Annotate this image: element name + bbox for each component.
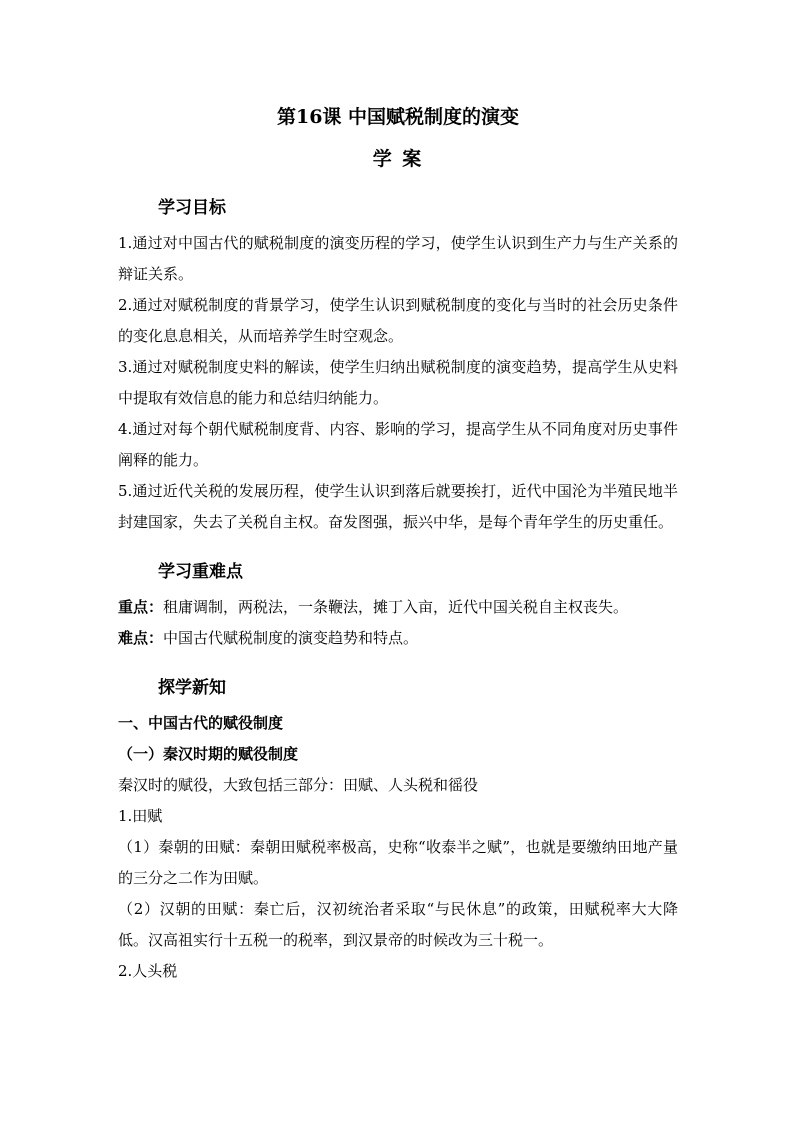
item1-b: （2）汉朝的田赋：秦亡后，汉初统治者采取“与民休息”的政策，田赋税率大大降低。汉高祖实行十五税一的税率，到汉景帝的时候改为三十税一。	[118, 900, 678, 949]
lesson-title: 第16课 中国赋税制度的演变	[276, 106, 520, 128]
difficulty-label: 难点：	[118, 629, 164, 647]
item1-a: （1）秦朝的田赋：秦朝田赋税率极高，史称“收泰半之赋”，也就是要缴纳田地产量的三分之二作为田赋。	[118, 838, 678, 887]
objective-item-5: 5.通过近代关税的发展历程，使学生认识到落后就要挨打，近代中国沦为半殖民地半封建国家，失去了关税自主权。奋发图强，振兴中华，是每个青年学生的历史重任。	[118, 482, 678, 531]
focus-label: 重点：	[118, 598, 164, 616]
sub1-title: （一）秦汉时期的赋役制度	[118, 745, 299, 763]
focus-line	[118, 592, 678, 623]
focus-text: 租庸调制，两税法，一条鞭法，摊丁入亩，近代中国关税自主权丧失。	[163, 598, 629, 616]
item2-heading: 2.人头税	[118, 962, 178, 980]
objective-item-4: 4.通过对每个朝代赋税制度背、内容、影响的学习，提高学生从不同角度对历史事件阐释的能力。	[118, 420, 678, 469]
difficulty-text: 中国古代赋税制度的演变趋势和特点。	[163, 629, 419, 647]
lesson-subtitle: 学 案	[372, 148, 424, 170]
document-content	[118, 102, 678, 987]
item1-heading: 1.田赋	[118, 807, 163, 825]
objective-item-1: 1.通过对中国古代的赋税制度的演变历程的学习，使学生认识到生产力与生产关系的辩证关系。	[118, 234, 678, 283]
part1-title: 一、中国古代的赋役制度	[118, 714, 284, 732]
explore-heading: 探学新知	[158, 678, 226, 698]
objectives-heading: 学习目标	[158, 198, 226, 218]
intro-text: 秦汉时的赋役，大致包括三部分：田赋、人头税和徭役	[118, 776, 479, 794]
keypoints-heading: 学习重难点	[158, 562, 243, 582]
objective-item-3: 3.通过对赋税制度史料的解读，使学生归纳出赋税制度的演变趋势，提高学生从史料中提取有效信息的能力和总结归纳能力。	[118, 358, 678, 407]
objective-item-2: 2.通过对赋税制度的背景学习，使学生认识到赋税制度的变化与当时的社会历史条件的变化息息相关，从而培养学生时空观念。	[118, 296, 678, 345]
difficulty-line	[118, 623, 678, 654]
